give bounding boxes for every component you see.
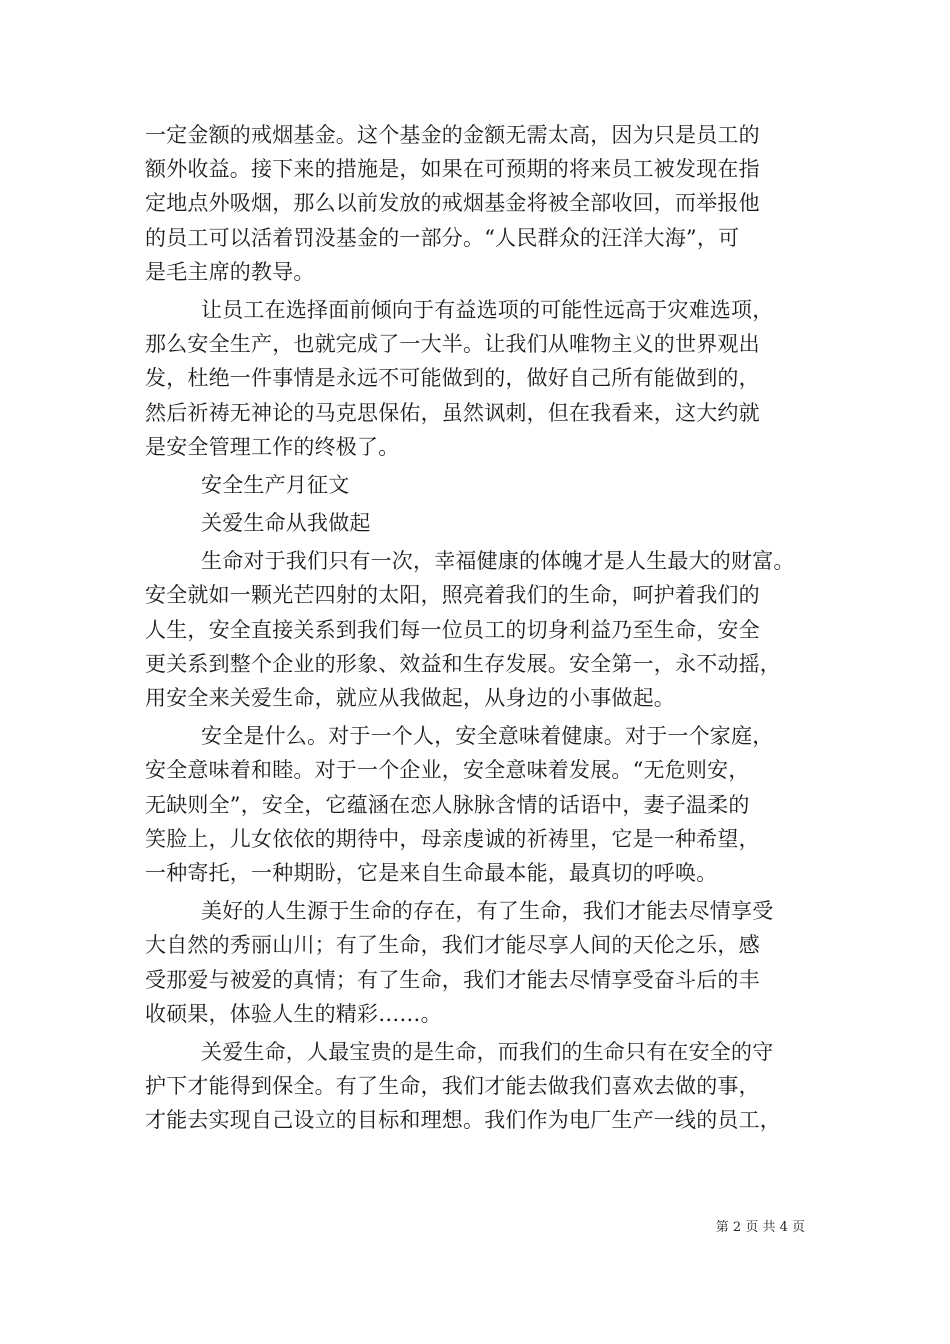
paragraph-start: 生命对于我们只有一次，幸福健康的体魄才是人生最大的财富。	[201, 549, 795, 574]
text-line: 笑脸上，儿女依依的期待中，母亲虔诚的祈祷里，它是一种希望，	[145, 826, 760, 851]
text-line: 用安全来关爱生命，就应从我做起，从身边的小事做起。	[145, 686, 675, 710]
text-line: 人生，安全直接关系到我们每一位员工的切身利益乃至生命，安全	[145, 617, 760, 642]
paragraph-start: 关爱生命，人最宝贵的是生命，而我们的生命只有在安全的守	[201, 1039, 774, 1064]
text-line: 受那爱与被爱的真情；有了生命，我们才能去尽情享受奋斗后的丰	[145, 967, 760, 992]
text-line: 收硕果，体验人生的精彩……。	[145, 1001, 442, 1026]
text-line: 定地点外吸烟，那么以前发放的戒烟基金将被全部收回，而举报他	[145, 191, 760, 216]
text-line: 是毛主席的教导。	[145, 259, 315, 284]
paragraph-start: 安全是什么。对于一个人，安全意味着健康。对于一个家庭，	[201, 724, 774, 749]
text-line: 然后祈祷无神论的马克思保佑，虽然讽刺，但在我看来，这大约就	[145, 400, 760, 425]
text-line: 一种寄托，一种期盼，它是来自生命最本能，最真切的呼唤。	[145, 860, 718, 885]
text-line: 一定金额的戒烟基金。这个基金的金额无需太高，因为只是员工的	[145, 123, 760, 147]
article-title: 关爱生命从我做起	[201, 511, 371, 536]
section-heading: 安全生产月征文	[201, 472, 350, 497]
text-line: 护下才能得到保全。有了生命，我们才能去做我们喜欢去做的事，	[145, 1074, 760, 1099]
text-line: 大自然的秀丽山川；有了生命，我们才能尽享人间的天伦之乐，感	[145, 933, 760, 958]
text-line: 的员工可以活着罚没基金的一部分。“人民群众的汪洋大海”，可	[145, 225, 740, 250]
text-line: 额外收益。接下来的措施是，如果在可预期的将来员工被发现在指	[145, 157, 760, 182]
text-line: 更关系到整个企业的形象、效益和生存发展。安全第一，永不动摇，	[145, 651, 781, 676]
text-line: 那么安全生产，也就完成了一大半。让我们从唯物主义的世界观出	[145, 332, 760, 357]
text-line: 安全意味着和睦。对于一个企业，安全意味着发展。“无危则安，	[145, 758, 750, 783]
text-line: 是安全管理工作的终极了。	[145, 434, 400, 459]
paragraph-start: 美好的人生源于生命的存在，有了生命，我们才能去尽情享受	[201, 899, 774, 924]
text-line: 才能去实现自己设立的目标和理想。我们作为电厂生产一线的员工，	[145, 1108, 781, 1133]
document-body	[145, 118, 817, 1137]
text-line: 发，杜绝一件事情是永远不可能做到的，做好自己所有能做到的，	[145, 366, 760, 391]
text-line: 安全就如一颗光芒四射的太阳，照亮着我们的生命，呵护着我们的	[145, 583, 760, 608]
page-number-footer: 第 2 页 共 4 页	[715, 1220, 805, 1235]
paragraph-start: 让员工在选择面前倾向于有益选项的可能性远高于灾难选项，	[201, 297, 774, 322]
text-line: 无缺则全”，安全，它蕴涵在恋人脉脉含情的话语中，妻子温柔的	[145, 792, 750, 817]
